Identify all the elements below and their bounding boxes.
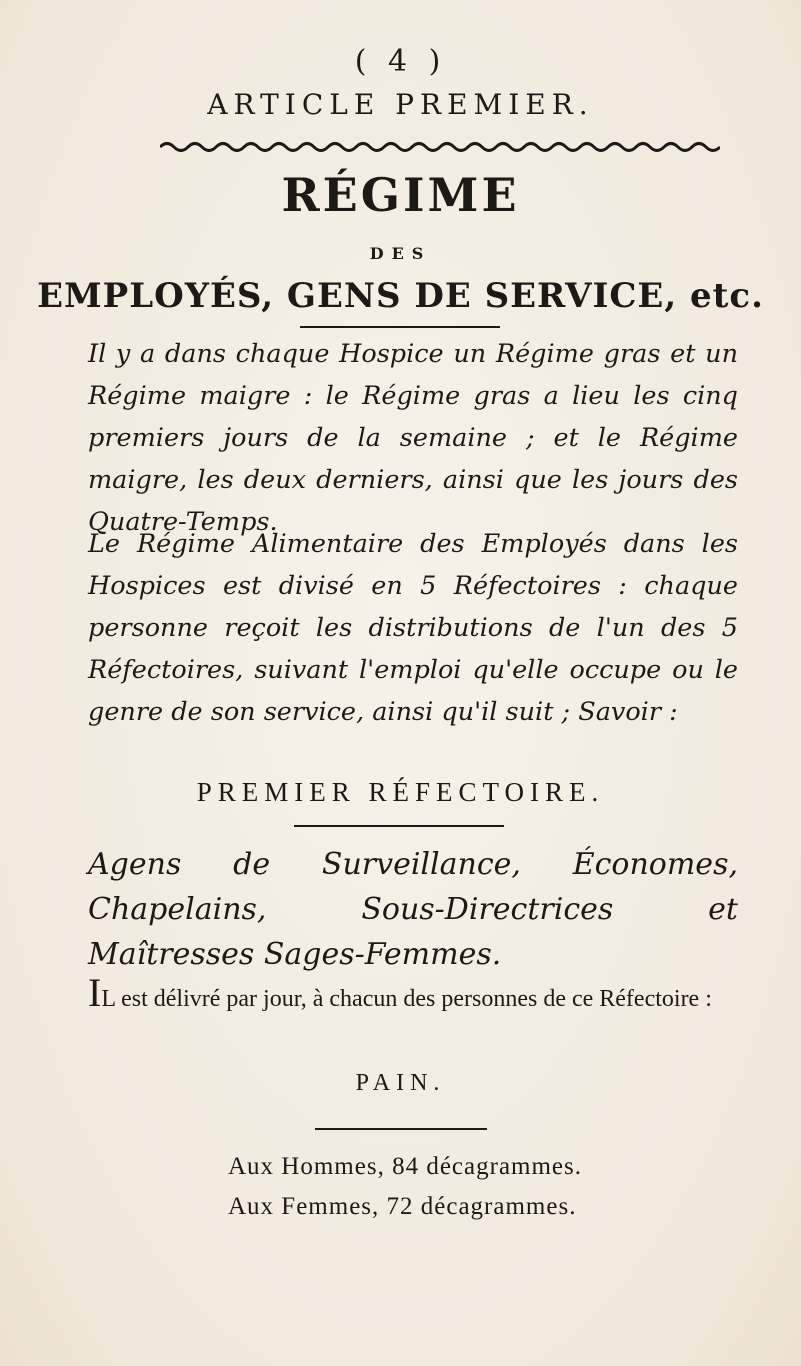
des-label: DES bbox=[369, 244, 432, 263]
pain-heading: PAIN. bbox=[355, 1070, 446, 1096]
body-paragraph-text: L est délivré par jour, à chacun des personnes de ce Réfectoire : bbox=[101, 986, 712, 1012]
refectoire-heading: PREMIER RÉFECTOIRE. bbox=[196, 777, 605, 807]
ration-line-femmes: Aux Femmes, 72 décagrammes. bbox=[228, 1193, 577, 1220]
section-title: RÉGIME bbox=[281, 168, 520, 222]
ration-line-hommes: Aux Hommes, 84 décagrammes. bbox=[228, 1153, 583, 1180]
agens-heading: Agens de Surveillance, Économes, Chapelains, Sous-Directrices et Maîtresses Sages-Femmes. bbox=[88, 847, 738, 972]
paragraph-regime-gras-maigre: Il y a dans chaque Hospice un Régime gras et un Régime maigre : le Régime gras a lieu les cinq premiers jours de la semaine ; et le Régime maigre, les deux derniers, ainsi que les jours des Quatre-Temps. bbox=[88, 339, 738, 537]
article-title: ARTICLE PREMIER. bbox=[207, 88, 594, 121]
body-paragraph bbox=[88, 970, 738, 1019]
divider-rule-2 bbox=[294, 825, 504, 827]
divider-rule-3 bbox=[315, 1128, 487, 1130]
wavy-ornament bbox=[160, 140, 720, 154]
paragraph-refectoires: Le Régime Alimentaire des Employés dans les Hospices est divisé en 5 Réfectoires : chaque personne reçoit les distributions de l'un des 5 Réfectoires, suivant l'emploi qu'elle occupe ou le genre de son service, ainsi qu'il suit ; Savoir : bbox=[88, 529, 738, 727]
page-number: ( 4 ) bbox=[354, 44, 447, 79]
drop-cap: I bbox=[88, 970, 102, 1015]
subtitle: EMPLOYÉS, GENS DE SERVICE, etc. bbox=[37, 276, 764, 316]
divider-rule-1 bbox=[300, 326, 500, 328]
